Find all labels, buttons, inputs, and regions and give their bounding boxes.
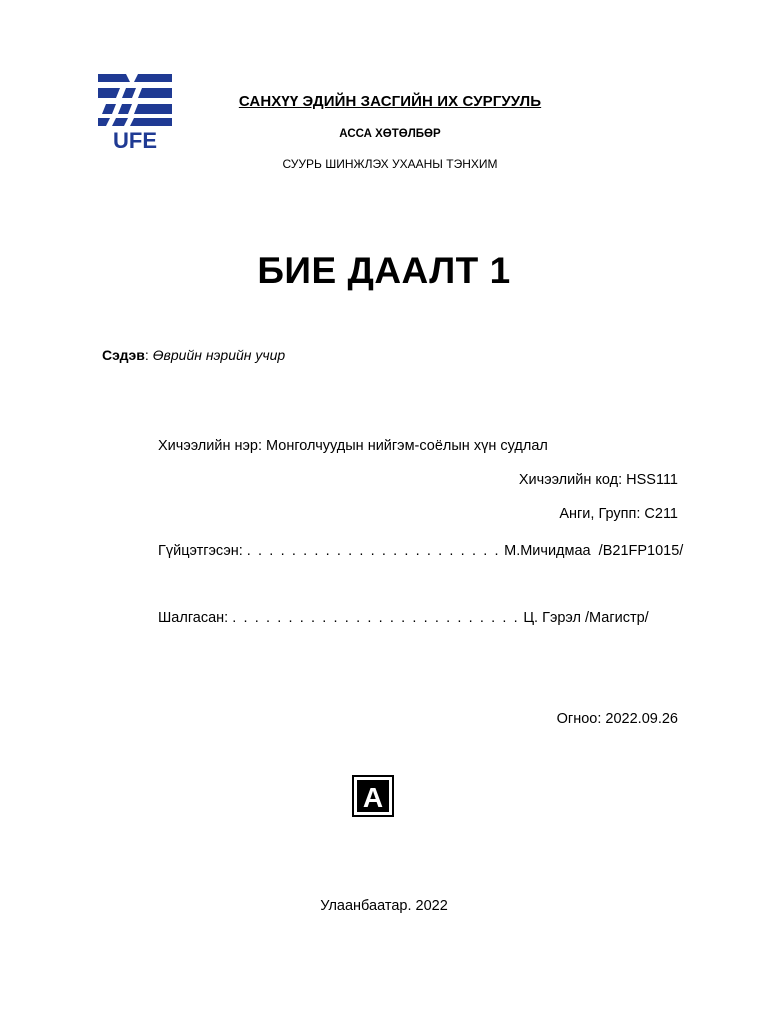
- topic-line: [102, 347, 285, 363]
- author-line: [158, 543, 683, 559]
- group-info: Анги, Групп: C211: [559, 506, 678, 522]
- document-title: БИЕ ДААЛТ 1: [257, 250, 511, 291]
- department-name: СУУРЬ ШИНЖЛЭХ УХААНЫ ТЭНХИМ: [282, 157, 498, 171]
- footer-city-year: Улаанбаатар. 2022: [320, 898, 448, 914]
- date-line: Огноо: 2022.09.26: [556, 711, 678, 727]
- checker-line: [158, 610, 649, 626]
- program-name: АССА ХӨТӨЛБӨР: [339, 128, 441, 140]
- checker-value: Ц. Гэрэл /Магистр/: [519, 610, 649, 626]
- letter-a-glyph: A: [362, 782, 384, 813]
- author-dots: . . . . . . . . . . . . . . . . . . . . . . .: [246, 543, 501, 559]
- topic-separator: :: [144, 347, 153, 363]
- letter-a-icon: [352, 775, 394, 817]
- topic-value: Өврийн нэрийн учир: [152, 347, 286, 363]
- course-name: Хичээлийн нэр: Монголчуудын нийгэм-соёлын хүн судлал: [158, 438, 548, 454]
- author-label: Гүйцэтгэсэн:: [158, 543, 247, 559]
- author-value: М.Мичидмаа /B21FP1015/: [500, 543, 684, 559]
- logo-text: UFE: [113, 128, 157, 150]
- checker-dots: . . . . . . . . . . . . . . . . . . . . . . . . . .: [232, 610, 520, 626]
- course-code: Хичээлийн код: HSS111: [518, 472, 678, 488]
- checker-label: Шалгасан:: [158, 610, 233, 626]
- university-name: САНХҮҮ ЭДИЙН ЗАСГИЙН ИХ СУРГУУЛЬ: [238, 93, 542, 110]
- topic-label: Сэдэв: [102, 347, 145, 363]
